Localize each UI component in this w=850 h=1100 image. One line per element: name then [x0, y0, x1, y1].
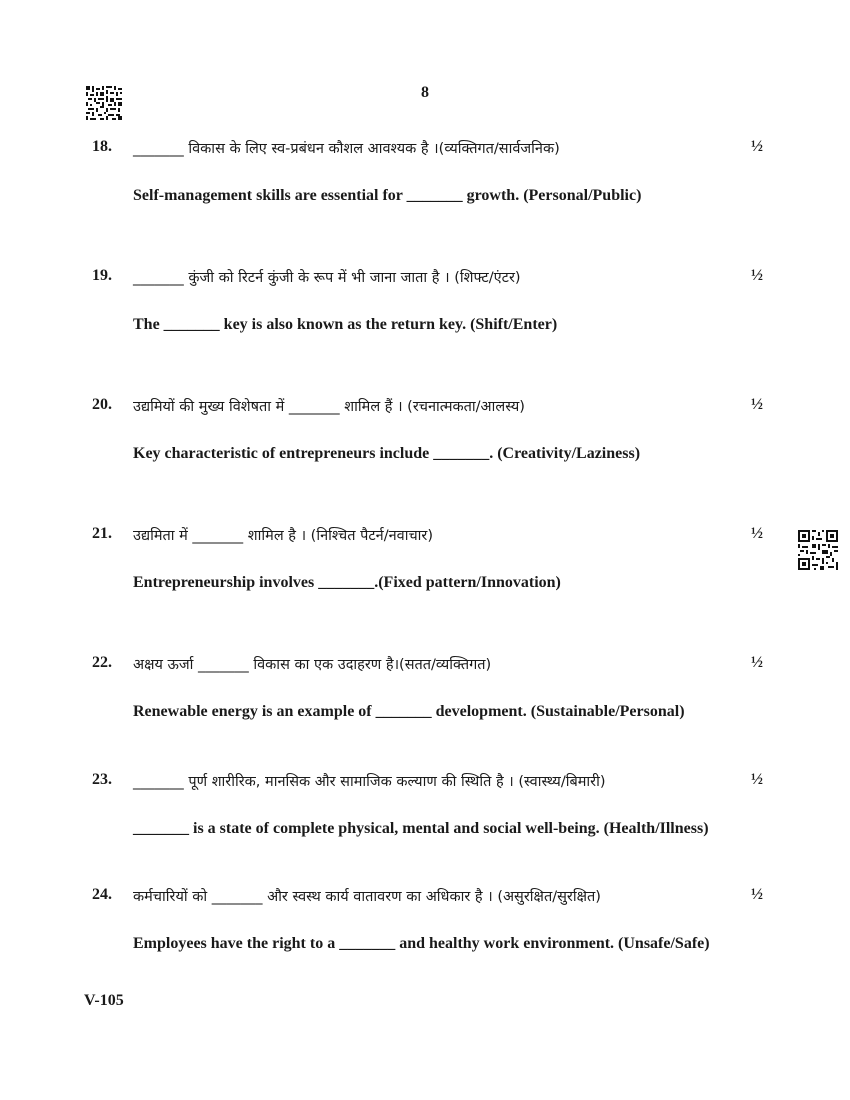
question-number: 21.	[92, 525, 112, 542]
question-text-english: Key characteristic of entrepreneurs include _______. (Creativity/Laziness)	[133, 445, 641, 462]
question-text-hindi: _______ कुंजी को रिटर्न कुंजी के रूप में भी जाना जाता है । (शिफ्ट/एंटर)	[133, 270, 521, 286]
question-18	[0, 138, 850, 228]
question-text-english: _______ is a state of complete physical, mental and social well-being. (Health/Illness)	[133, 820, 709, 837]
marks-label: ½	[751, 525, 763, 542]
question-text-english: Renewable energy is an example of _______ development. (Sustainable/Personal)	[133, 703, 685, 720]
question-text-hindi: कर्मचारियों को _______ और स्वस्थ कार्य वातावरण का अधिकार है । (असुरक्षित/सुरक्षित)	[133, 889, 601, 905]
qr-code-icon	[798, 530, 838, 570]
question-22	[0, 654, 850, 744]
question-text-english: The _______ key is also known as the return key. (Shift/Enter)	[133, 316, 558, 333]
question-number: 24.	[92, 886, 112, 903]
question-number: 22.	[92, 654, 112, 671]
question-text-english: Employees have the right to a _______ and healthy work environment. (Unsafe/Safe)	[133, 935, 710, 952]
question-24	[0, 886, 850, 976]
question-text-hindi: उद्यमियों की मुख्य विशेषता में _______ शामिल हैं । (रचनात्मकता/आलस्य)	[133, 399, 525, 415]
question-number: 20.	[92, 396, 112, 413]
marks-label: ½	[751, 396, 763, 413]
page-number: 8	[421, 84, 429, 101]
question-text-english: Self-management skills are essential for _______ growth. (Personal/Public)	[133, 187, 642, 204]
question-number: 23.	[92, 771, 112, 788]
paper-code: V-105	[84, 992, 124, 1009]
question-text-hindi: उद्यमिता में _______ शामिल है । (निश्चित पैटर्न/नवाचार)	[133, 528, 434, 544]
marks-label: ½	[751, 886, 763, 903]
marks-label: ½	[751, 654, 763, 671]
marks-label: ½	[751, 267, 763, 284]
question-19	[0, 267, 850, 357]
question-20	[0, 396, 850, 486]
question-text-hindi: _______ विकास के लिए स्व-प्रबंधन कौशल आवश्यक है ।(व्यक्तिगत/सार्वजनिक)	[133, 141, 560, 157]
question-23	[0, 771, 850, 861]
marks-label: ½	[751, 771, 763, 788]
question-number: 19.	[92, 267, 112, 284]
marks-label: ½	[751, 138, 763, 155]
question-text-english: Entrepreneurship involves _______.(Fixed pattern/Innovation)	[133, 574, 561, 591]
question-text-hindi: अक्षय ऊर्जा _______ विकास का एक उदाहरण है।(सतत/व्यक्तिगत)	[133, 657, 492, 673]
question-21	[0, 525, 850, 615]
question-text-hindi: _______ पूर्ण शारीरिक, मानसिक और सामाजिक कल्याण की स्थिति है । (स्वास्थ्य/बिमारी)	[133, 774, 606, 790]
question-number: 18.	[92, 138, 112, 155]
